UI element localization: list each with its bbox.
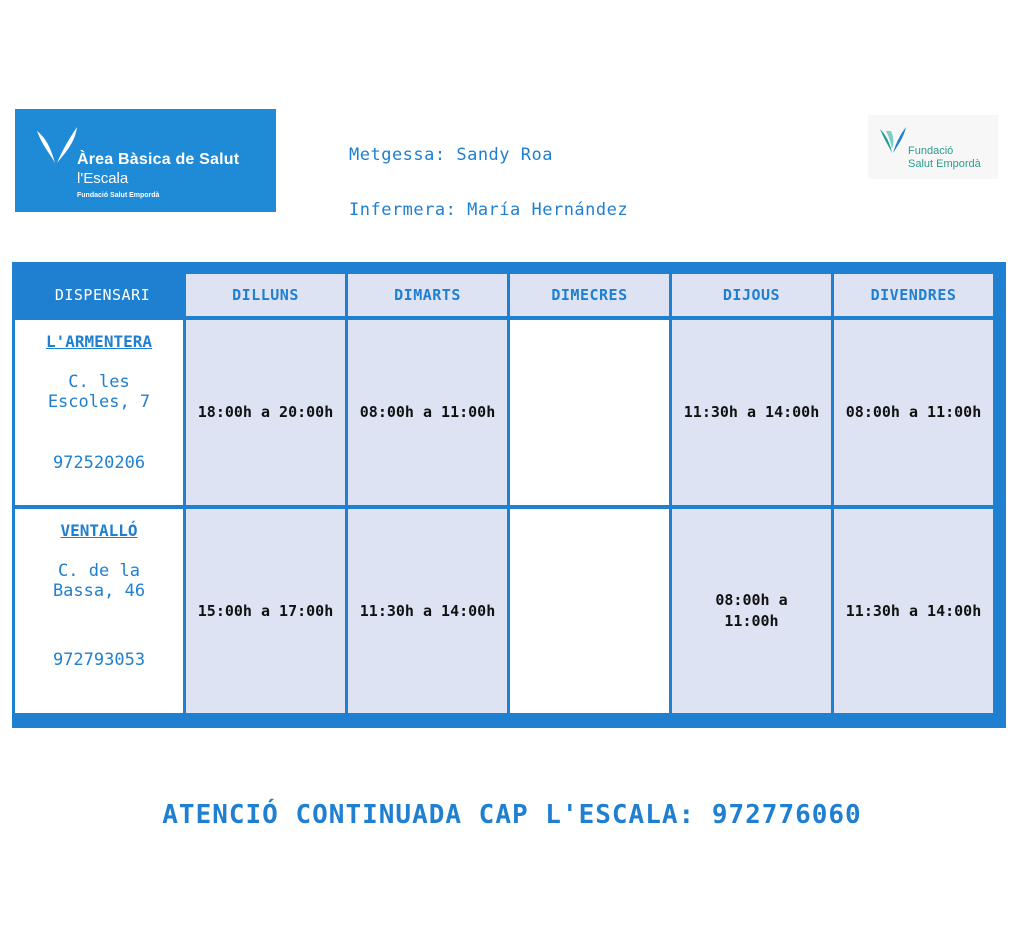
slot-ventallo-dilluns: 15:00h a 17:00h [186, 509, 345, 713]
dispensari-phone: 972520206 [52, 453, 146, 473]
slot-ventallo-divendres: 11:30h a 14:00h [834, 509, 993, 713]
header-dimarts: DIMARTS [348, 274, 507, 316]
leaf-logo-icon [876, 123, 910, 157]
logo-title: Àrea Bàsica de Salut [77, 151, 240, 168]
nurse-name: Infermera: María Hernández [349, 200, 629, 220]
slot-larmentera-dimarts: 08:00h a 11:00h [348, 320, 507, 505]
header-dijous: DIJOUS [672, 274, 831, 316]
abs-lescala-logo [15, 109, 276, 212]
schedule-table [12, 262, 1006, 728]
doctor-name: Metgessa: Sandy Roa [349, 145, 553, 165]
slot-ventallo-dimarts: 11:30h a 14:00h [348, 509, 507, 713]
slot-ventallo-dijous: 08:00h a 11:00h [672, 509, 831, 713]
slot-larmentera-divendres: 08:00h a 11:00h [834, 320, 993, 505]
slot-larmentera-dijous: 11:30h a 14:00h [672, 320, 831, 505]
logo-org: Fundació Salut Empordà [77, 192, 160, 199]
header-dimecres: DIMECRES [510, 274, 669, 316]
dispensari-address: C. les Escoles, 7 [47, 372, 151, 412]
slot-larmentera-dimecres [510, 320, 669, 505]
header-dispensari: DISPENSARI [22, 274, 183, 316]
dispensari-ventallo [15, 509, 183, 713]
dispensari-address: C. de la Bassa, 46 [52, 561, 146, 601]
header-dilluns: DILLUNS [186, 274, 345, 316]
logo-right-line2: Salut Empordà [908, 158, 981, 170]
header-divendres: DIVENDRES [834, 274, 993, 316]
dispensari-larmentera [15, 320, 183, 505]
dispensari-name: L'ARMENTERA [46, 332, 152, 351]
dispensari-phone: 972793053 [52, 650, 146, 670]
slot-ventallo-dimecres [510, 509, 669, 713]
dispensari-name: VENTALLÓ [60, 521, 138, 540]
logo-right-line1: Fundació [908, 145, 954, 157]
continuous-care-phone: ATENCIÓ CONTINUADA CAP L'ESCALA: 972776060 [162, 800, 862, 830]
logo-subtitle: l'Escala [77, 170, 129, 187]
slot-larmentera-dilluns: 18:00h a 20:00h [186, 320, 345, 505]
fundacio-salut-emporda-logo [868, 115, 998, 179]
